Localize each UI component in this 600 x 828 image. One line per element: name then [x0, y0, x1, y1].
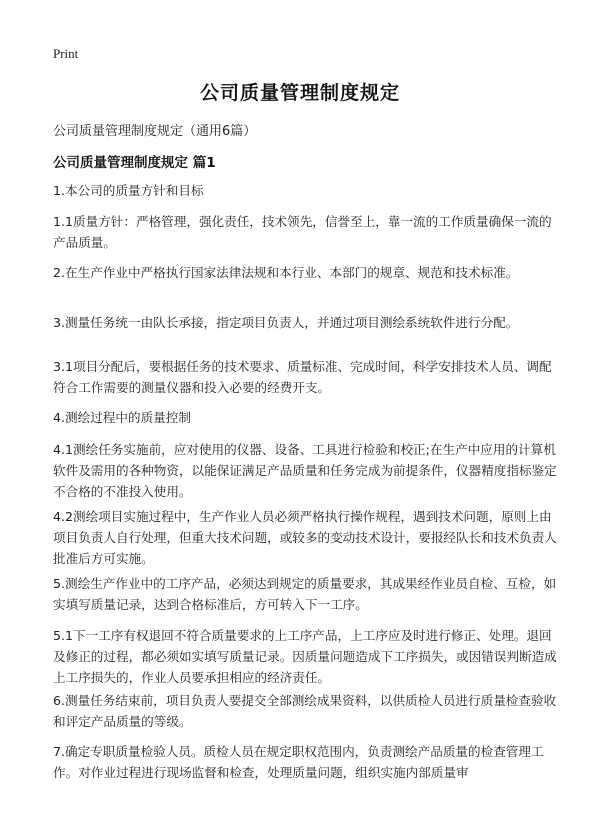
section-heading: 公司质量管理制度规定 篇1 [53, 155, 216, 171]
paragraph-5: 5.测绘生产作业中的工序产品，必须达到规定的质量要求，其成果经作业员自检、互检，如实填写质量记录，达到合格标准后，方可转入下一工序。 [53, 576, 557, 612]
paragraph-4-1: 4.1测绘任务实施前，应对使用的仪器、设备、工具进行检验和校正;在生产中应用的计算机软件及需用的各种物资，以能保证满足产品质量和任务完成为前提条件，仪器精度指标鉴定不合格的不准投入使用。 [53, 442, 557, 499]
print-link[interactable]: Print [53, 46, 79, 61]
paragraph-4-2: 4.2测绘项目实施过程中，生产作业人员必须严格执行操作规程，遇到技术问题，原则上由项目负责人自行处理，但重大技术问题，或较多的变动技术设计，要报经队长和技术负责人批准后方可实施。 [53, 509, 557, 566]
paragraph-2: 2.在生产作业中严格执行国家法律法规和本行业、本部门的规章、规范和技术标准。 [53, 265, 519, 280]
paragraph-5-1: 5.1下一工序有权退回不符合质量要求的上工序产品，上工序应及时进行修正、处理。退回及修正的过程，都必须如实填写质量记录。因质量问题造成下工序损失，或因错误判断造成上工序损失的，作业人员要承担相应的经济责任。 [53, 628, 557, 685]
document-title: 公司质量管理制度规定 [199, 82, 400, 104]
document-subtitle: 公司质量管理制度规定（通用6篇） [53, 124, 257, 139]
paragraph-1-1: 1.1质量方针：严格管理，强化责任，技术领先，信誉至上，靠一流的工作质量确保一流的产品质量。 [53, 214, 552, 250]
paragraph-3-1: 3.1项目分配后，要根据任务的技术要求、质量标准、完成时间，科学安排技术人员、调配符合工作需要的测量仪器和投入必要的经费开支。 [53, 359, 552, 395]
paragraph-4: 4.测绘过程中的质量控制 [53, 410, 191, 425]
paragraph-6: 6.测量任务结束前，项目负责人要提交全部测绘成果资料，以供质检人员进行质量检查验收和评定产品质量的等级。 [53, 693, 557, 729]
paragraph-3: 3.测量任务统一由队长承接，指定项目负责人，并通过项目测绘系统软件进行分配。 [53, 315, 519, 330]
paragraph-7: 7.确定专职质量检验人员。质检人员在规定职权范围内，负责测绘产品质量的检查管理工作。对作业过程进行现场监督和检查，处理质量问题，组织实施内部质量审 [53, 744, 544, 780]
paragraph-1: 1.本公司的质量方针和目标 [53, 183, 204, 198]
